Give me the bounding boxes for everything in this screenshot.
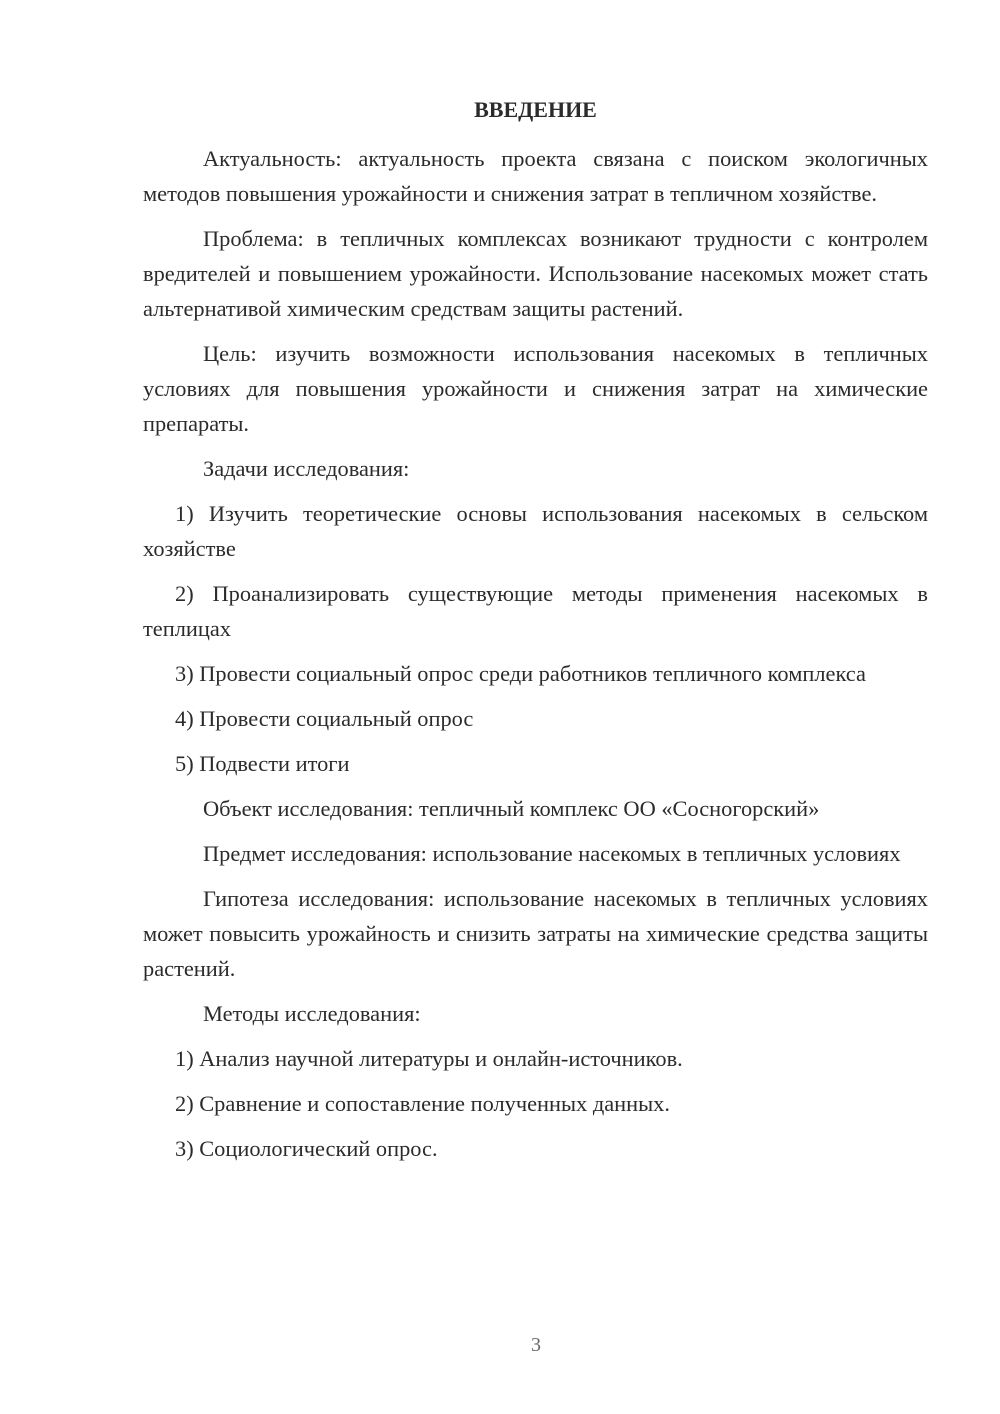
hypothesis-paragraph: Гипотеза исследования: использование насекомых в тепличных условиях может повысить урожайность и снизить затраты на химические средства защиты растений. — [143, 886, 928, 981]
object-paragraph: Объект исследования: тепличный комплекс ОО «Сосногорский» — [203, 796, 820, 821]
page-number: 3 — [531, 1334, 541, 1356]
task-item: 4) Провести социальный опрос — [175, 706, 474, 731]
subject-paragraph: Предмет исследования: использование насекомых в тепличных условиях — [203, 841, 901, 866]
task-item: 2) Проанализировать существующие методы применения насекомых в теплицах — [143, 581, 928, 641]
method-item: 2) Сравнение и сопоставление полученных данных. — [175, 1091, 670, 1116]
method-item: 3) Социологический опрос. — [175, 1136, 438, 1161]
tasks-heading: Задачи исследования: — [203, 456, 410, 481]
relevance-paragraph: Актуальность: актуальность проекта связана с поиском экологичных методов повышения урожайности и снижения затрат в тепличном хозяйстве. — [143, 146, 928, 206]
document-page — [143, 92, 928, 1176]
goal-paragraph: Цель: изучить возможности использования насекомых в тепличных условиях для повышения урожайности и снижения затрат на химические препараты. — [143, 341, 928, 436]
task-item: 1) Изучить теоретические основы использования насекомых в сельском хозяйстве — [143, 501, 928, 561]
task-item: 5) Подвести итоги — [175, 751, 350, 776]
methods-heading: Методы исследования: — [203, 1001, 421, 1026]
page-title: ВВЕДЕНИЕ — [474, 97, 597, 122]
problem-paragraph: Проблема: в тепличных комплексах возникают трудности с контролем вредителей и повышением урожайности. Использование насекомых может стать альтернативой химическим средствам защиты растений. — [143, 226, 928, 321]
task-item: 3) Провести социальный опрос среди работников тепличного комплекса — [175, 661, 866, 686]
method-item: 1) Анализ научной литературы и онлайн-источников. — [175, 1046, 683, 1071]
